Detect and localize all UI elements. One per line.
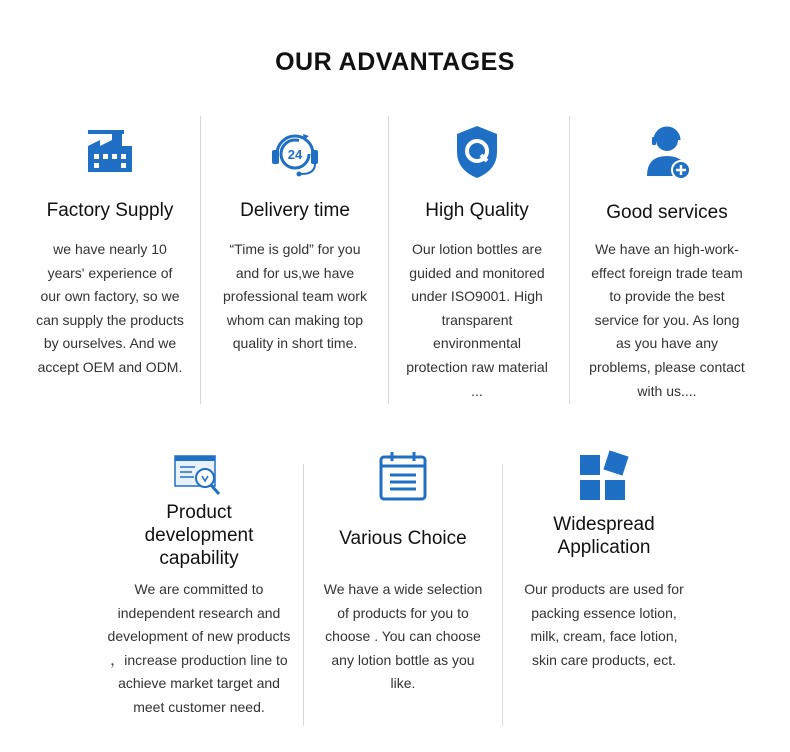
card-title: Delivery time (240, 200, 350, 221)
card-description: Our lotion bottles are guided and monitored under ISO9001. High transparent environmental protection raw material ... (406, 241, 548, 399)
card-title: Widespread Application (553, 514, 655, 558)
card-title: Various Choice (339, 528, 467, 549)
card-description: we have nearly 10 years' experience of our own factory, so we can supply the products by ourselves. And we accept OEM and ODM. (36, 241, 184, 375)
card-title: Product development capability (144, 502, 254, 569)
advantage-card-product-development (104, 0, 294, 752)
advantage-card-widespread-application (522, 0, 686, 752)
card-description: We have a wide selection of products for you to choose . You can choose any lotion bottle as you like. (323, 581, 483, 692)
svg-text:24: 24 (287, 147, 303, 162)
card-title: Good services (606, 202, 728, 223)
card-description: “Time is gold” for you and for us,we have professional team work whom can making top quality in short time. (223, 241, 367, 352)
blocks-icon (522, 450, 686, 502)
card-description: We have an high-work-effect foreign trade team to provide the best service for you. As long as you have any problems, please contact with us.... (589, 241, 745, 399)
card-title: Factory Supply (46, 200, 174, 221)
card-description: Our products are used for packing essence lotion, milk, cream, face lotion, skin care products, ect. (524, 581, 684, 668)
advantage-card-various-choice (318, 0, 488, 752)
calendar-list-icon (318, 450, 488, 502)
page-title: OUR ADVANTAGES (275, 48, 515, 76)
card-description: We are committed to independent research and development of new products ，increase production line to achieve market target and meet customer need. (107, 581, 291, 715)
card-title: High Quality (425, 200, 529, 221)
code-search-icon (104, 454, 294, 498)
